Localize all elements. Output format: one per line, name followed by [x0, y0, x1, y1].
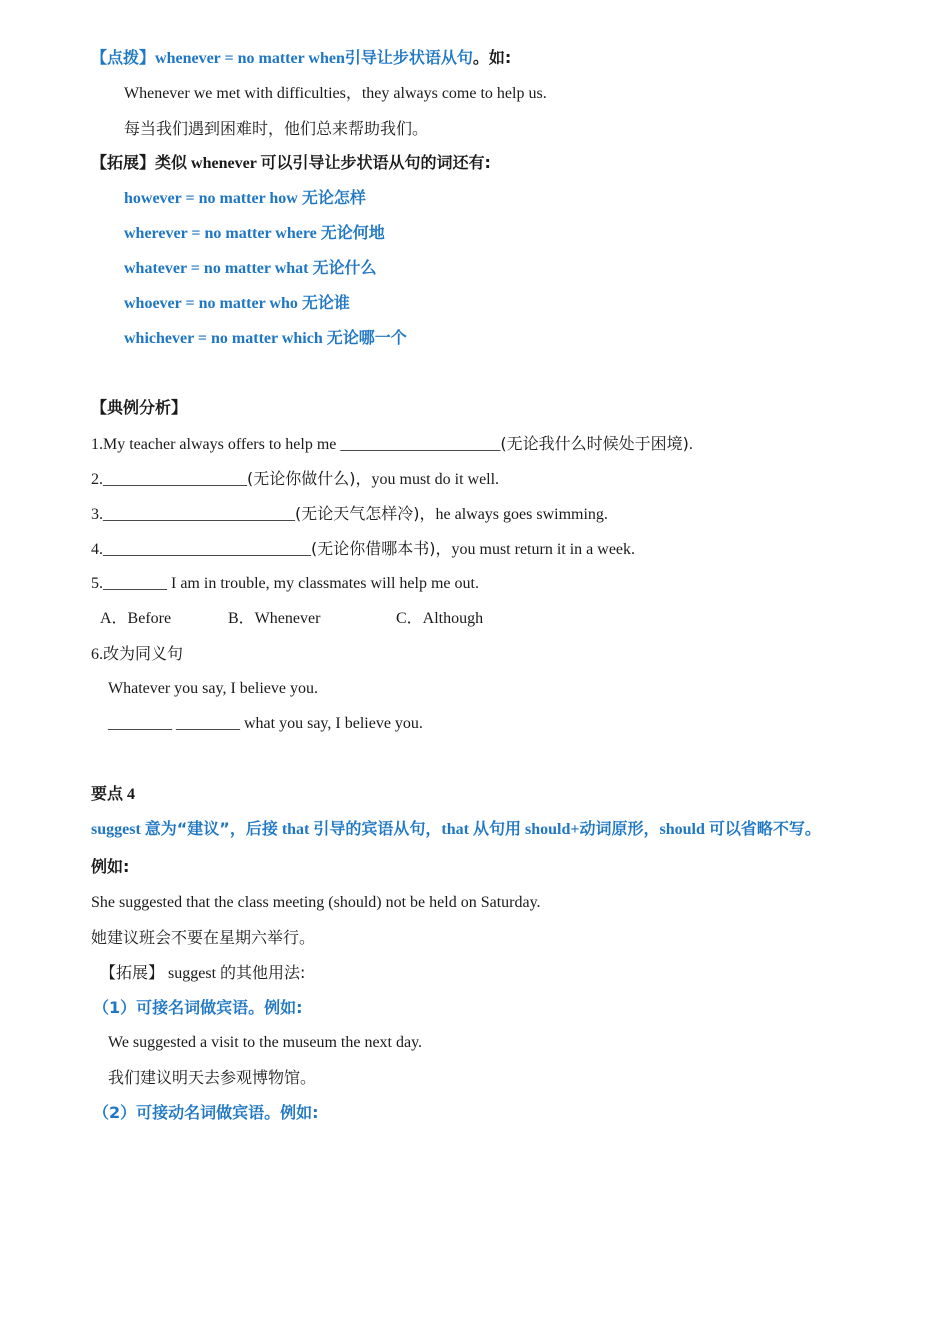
- usage-1-example-cn: 我们建议明天去参观博物馆。: [108, 1068, 317, 1087]
- extend-item-cn: 无论谁: [301, 293, 350, 312]
- question-4-pre: 4.__________________________: [91, 541, 311, 558]
- question-6-cn: 改为同义句: [103, 644, 184, 663]
- for-example-label: 例如:: [91, 857, 130, 876]
- extend-bracket: 【拓展】: [91, 153, 156, 172]
- extend-item-however: [124, 188, 366, 209]
- question-4-post: ，you must return it in a week.: [435, 541, 636, 558]
- examples-heading: 【典例分析】: [91, 398, 188, 417]
- point-4-extend: [100, 963, 305, 984]
- extend-item-formula: wherever = no matter where: [124, 225, 321, 242]
- point-4-example-cn: 她建议班会不要在星期六举行。: [91, 928, 316, 947]
- extend-item-formula: whatever = no matter what: [124, 260, 313, 277]
- point-4-extend-bracket: 【拓展】: [100, 963, 165, 982]
- question-1: [91, 434, 693, 455]
- extend-item-formula: whichever = no matter which: [124, 330, 327, 347]
- extend-line: [91, 153, 491, 174]
- point-4-number: 4: [123, 786, 136, 803]
- extend-item-whatever: [124, 258, 377, 279]
- rule-text: 动词原形，: [579, 819, 660, 838]
- question-6: [91, 644, 183, 665]
- extend-item-whichever: [124, 328, 407, 349]
- question-2-cn: (无论你做什么): [247, 469, 356, 488]
- extend-item-formula: however = no matter how: [124, 190, 302, 207]
- point-4-heading: [91, 784, 135, 805]
- point-4-example-en: She suggested that the class meeting (should) not be held on Saturday.: [91, 894, 541, 911]
- question-6-num: 6.: [91, 646, 103, 663]
- question-3-pre: 3.________________________: [91, 506, 295, 523]
- tip-line: [91, 48, 511, 69]
- option-c: C．Although: [396, 610, 484, 627]
- extend-item-cn: 无论何地: [320, 223, 385, 242]
- question-3-post: ，he always goes swimming.: [419, 506, 608, 523]
- tip-example-en: Whenever we met with difficulties，they always come to help us.: [124, 85, 547, 102]
- question-1-cn: (无论我什么时候处于困境): [500, 434, 689, 453]
- rule-word: that: [277, 821, 314, 838]
- usage-2-heading: （2）可接动名词做宾语。例如:: [93, 1103, 319, 1122]
- question-6-original: Whatever you say, I believe you.: [108, 680, 318, 697]
- tip-example-cn: 每当我们遇到困难时，他们总来帮助我们。: [124, 119, 429, 138]
- rule-text: 可以省略不写。: [708, 819, 821, 838]
- question-2: [91, 469, 499, 490]
- question-2-pre: 2.__________________: [91, 471, 247, 488]
- rule-word: that: [441, 821, 473, 838]
- extend-item-cn: 无论怎样: [301, 188, 366, 207]
- option-b: B．Whenever: [228, 610, 321, 627]
- extend-item-formula: whoever = no matter who: [124, 295, 302, 312]
- rule-word: suggest: [91, 821, 145, 838]
- usage-1-heading: （1）可接名词做宾语。例如:: [93, 998, 303, 1017]
- rule-text: 从句用: [472, 819, 521, 838]
- question-1-post: .: [688, 436, 693, 453]
- rule-text: 意为“建议”，后接: [144, 819, 278, 838]
- rule-word: should+: [520, 821, 580, 838]
- question-3: [91, 504, 608, 525]
- extend-item-whoever: [124, 293, 350, 314]
- tip-tail: 。如:: [472, 48, 512, 67]
- point-4-rule: [91, 819, 821, 840]
- question-4: [91, 539, 635, 560]
- tip-desc: 引导让步状语从句: [344, 48, 473, 67]
- extend-item-wherever: [124, 223, 385, 244]
- point-4-extend-word: suggest: [164, 965, 221, 982]
- option-a: A．Before: [100, 610, 172, 627]
- rule-text: 引导的宾语从句，: [313, 819, 442, 838]
- point-4-label: 要点: [91, 784, 124, 803]
- extend-text1: 类似: [155, 153, 188, 172]
- extend-item-cn: 无论哪一个: [326, 328, 407, 347]
- tip-formula: whenever = no matter when: [155, 50, 345, 67]
- question-3-cn: (无论天气怎样冷): [295, 504, 420, 523]
- question-5: 5.________ I am in trouble, my classmates will help me out.: [91, 575, 479, 592]
- extend-text2: 可以引导让步状语从句的词还有:: [260, 153, 491, 172]
- tip-bracket: 【点拨】: [91, 48, 156, 67]
- question-4-cn: (无论你借哪本书): [311, 539, 436, 558]
- extend-item-cn: 无论什么: [312, 258, 377, 277]
- question-1-pre: 1.My teacher always offers to help me ____________________: [91, 436, 501, 453]
- usage-1-example-en: We suggested a visit to the museum the next day.: [108, 1034, 423, 1051]
- extend-word: whenever: [187, 155, 261, 172]
- point-4-extend-text: 的其他用法:: [220, 963, 306, 982]
- question-6-blank: ________ ________ what you say, I believe you.: [108, 715, 423, 732]
- rule-word: should: [659, 821, 709, 838]
- question-2-post: ，you must do it well.: [355, 471, 500, 488]
